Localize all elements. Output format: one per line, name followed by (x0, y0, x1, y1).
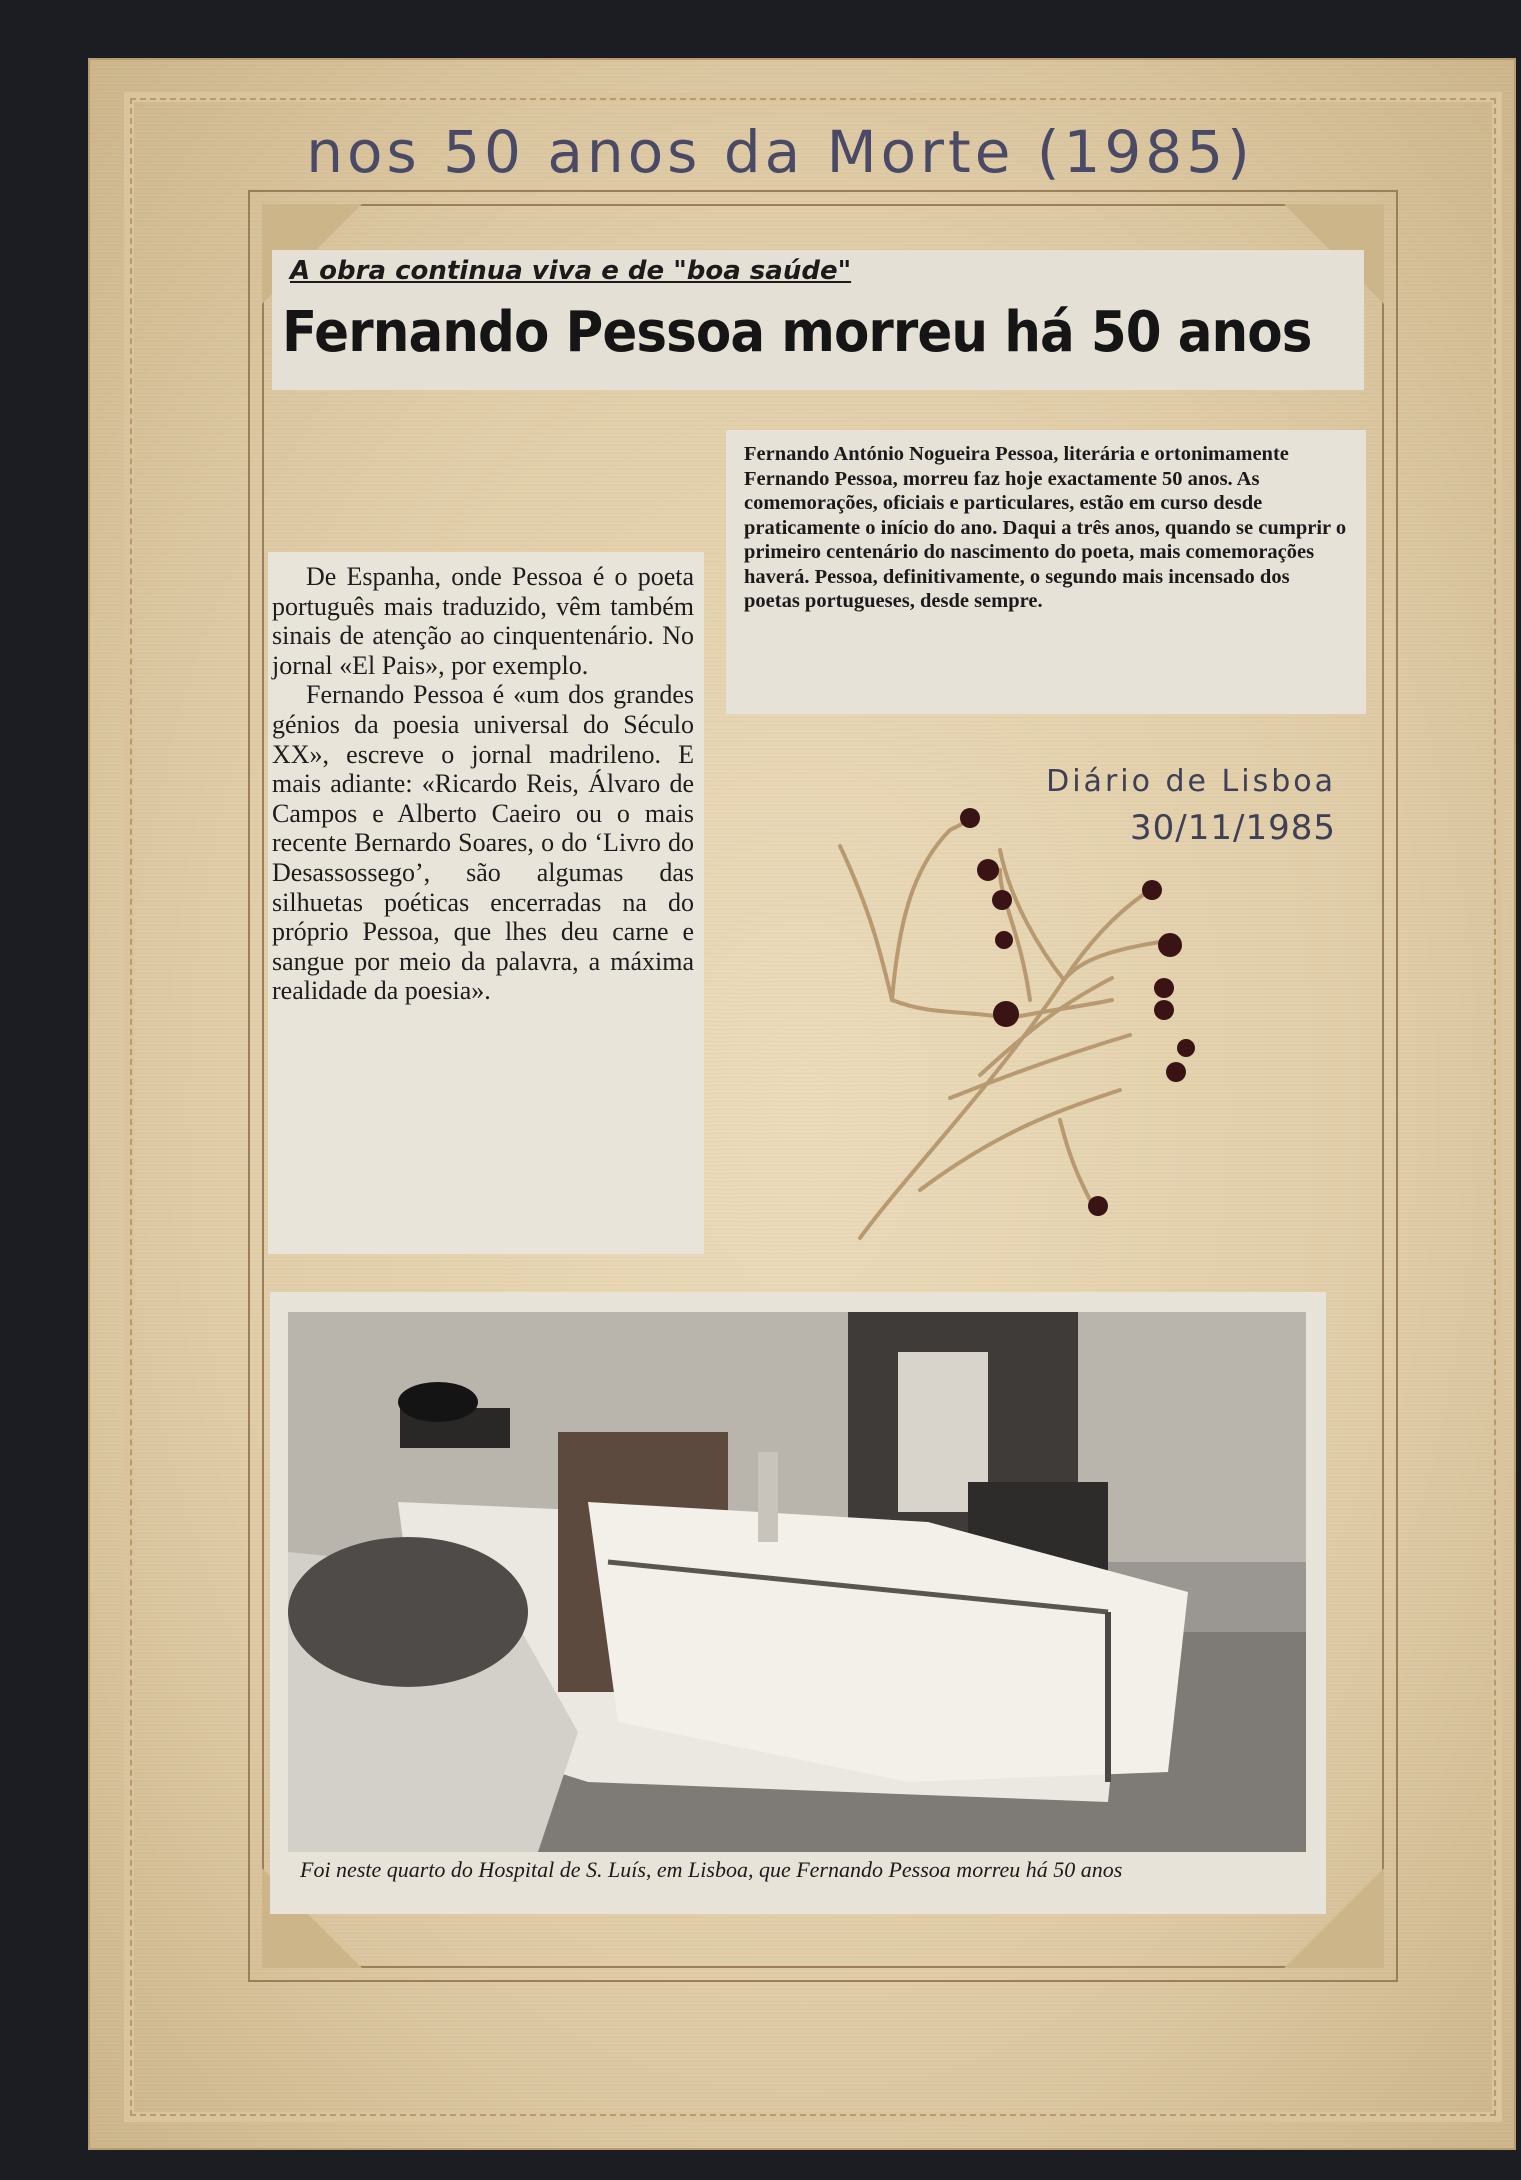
handwritten-source-name: Diário de Lisboa (1046, 764, 1336, 799)
headline: Fernando Pessoa morreu há 50 anos (282, 300, 1312, 365)
photo-caption: Foi neste quarto do Hospital de S. Luís, em Lisboa, que Fernando Pessoa morreu há 50 anos (300, 1857, 1123, 1882)
pressed-plant-illustration (820, 790, 1220, 1270)
body-paragraph: De Espanha, onde Pessoa é o poeta português mais traduzido, vêm também sinais de atenção ao cinquentenário. No jornal «El Pais», por exemplo. (272, 562, 694, 680)
body-clipping (268, 552, 704, 1254)
handwritten-source-date: 30/11/1985 (1130, 808, 1336, 848)
plant-berries (960, 808, 1195, 1216)
handwritten-title: nos 50 anos da Morte (1985) (306, 118, 1254, 186)
headline-clipping (272, 250, 1364, 390)
kicker: A obra continua viva e de "boa saúde" (290, 256, 852, 286)
hospital-room-photo (288, 1312, 1306, 1852)
photo-clipping (270, 1292, 1326, 1914)
intro-clipping: Fernando António Nogueira Pessoa, literária e ortonimamente Fernando Pessoa, morreu faz hoje exactamente 50 anos. As comemorações, oficiais e particulares, estão em curso desde praticamente o início do ano. Daqui a três anos, quando se cumprir o primeiro centenário do nascimento do poeta, mais comemorações haverá. Pessoa, definitivamente, o segundo mais incensado dos poetas portugueses, desde sempre. (726, 430, 1366, 714)
body-paragraph: Fernando Pessoa é «um dos grandes génios da poesia universal do Século XX», escreve o jornal madrileno. E mais adiante: «Ricardo Reis, Álvaro de Campos e Alberto Caeiro ou o mais recente Bernardo Soares, o do ‘Livro do Desassossego’, são algumas das silhuetas poéticas encerradas na do próprio Pessoa, que lhes deu carne e sangue por meio da palavra, a máxima realidade da poesia». (272, 680, 694, 1006)
plant-stems (840, 820, 1160, 1238)
